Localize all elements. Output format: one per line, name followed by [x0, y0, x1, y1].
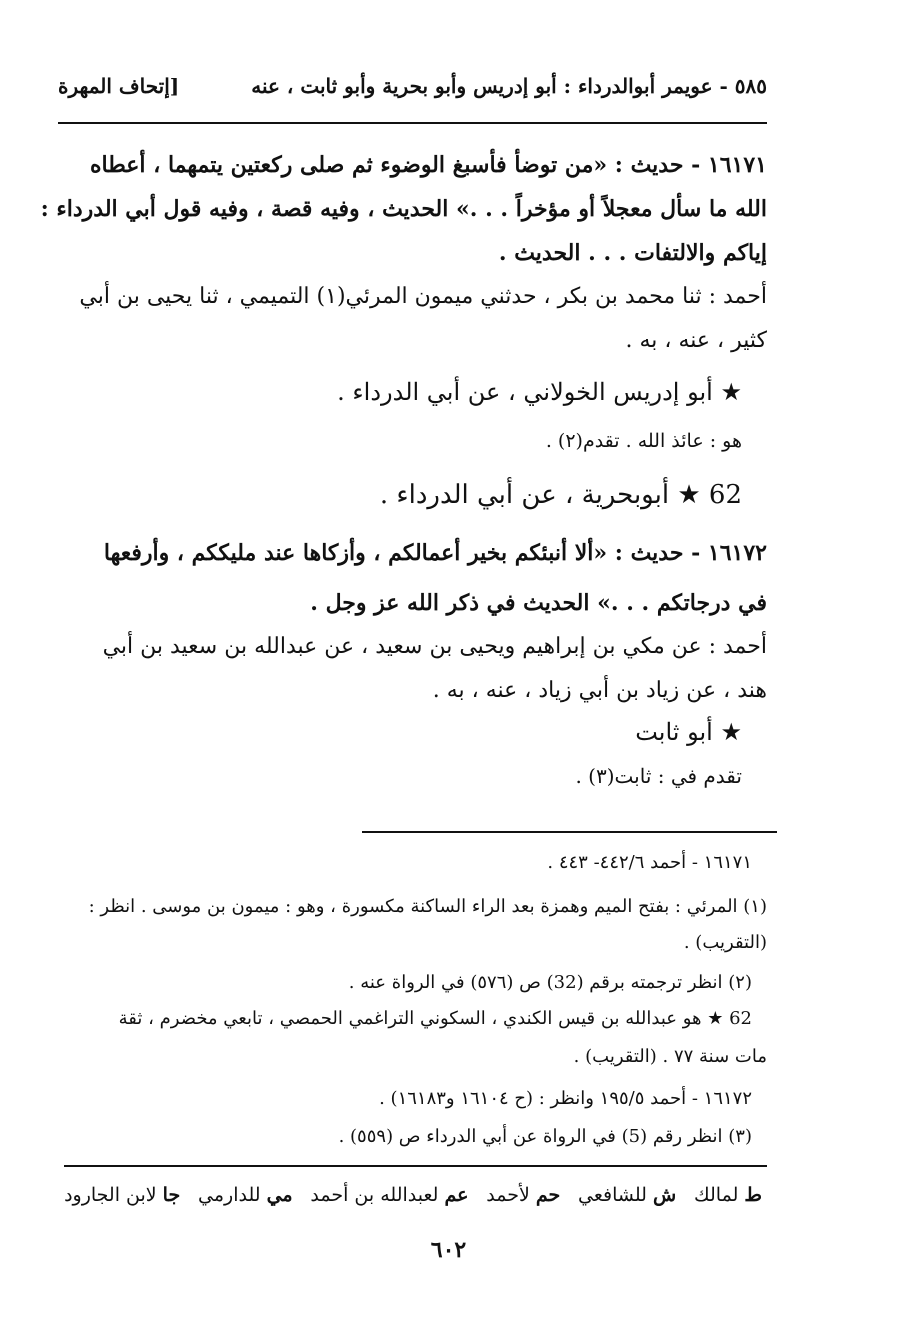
- footnote-bahriya-line1: 62 ★ هو عبدالله بن قيس الكندي ، السكوني التراغمي الحمصي ، تابعي مخضرم ، ثقة: [118, 1008, 752, 1029]
- footnote-rule: [362, 831, 777, 833]
- page-number: ٦٠٢: [430, 1237, 467, 1263]
- section-abu-thabit-note: تقدم في : ثابت(٣) .: [575, 764, 742, 788]
- isnad-16172-line1: أحمد : عن مكي بن إبراهيم ويحيى بن سعيد ، عن عبدالله بن سعيد بن أبي: [102, 634, 767, 659]
- abbreviations-legend: [64, 1184, 762, 1206]
- header-rule: [58, 122, 767, 124]
- footnote-1-line1: (١) المرئي : بفتح الميم وهمزة بعد الراء الساكنة مكسورة ، وهو : ميمون بن موسى . انظر :: [88, 896, 767, 917]
- footnote-1-line2: (التقريب) .: [683, 932, 767, 953]
- isnad-16171-line2: كثير ، عنه ، به .: [625, 328, 767, 353]
- hadith-16171-line2: الله ما سأل معجلاً أو مؤخراً . . .» الحديث ، وفيه قصة ، وفيه قول أبي الدرداء :: [40, 196, 767, 222]
- isnad-16171-line1: أحمد : ثنا محمد بن بكر ، حدثني ميمون المرئي(١) التميمي ، ثنا يحيى بن أبي: [79, 284, 767, 309]
- footnote-3: (٣) انظر رقم (5) في الرواة عن أبي الدرداء ص (٥٥٩) .: [338, 1126, 752, 1147]
- section-abu-thabit: ★ أبو ثابت: [635, 718, 742, 746]
- abbr-item: جا لابن الجارود: [64, 1184, 181, 1206]
- footnote-bahriya-line2: مات سنة ٧٧ . (التقريب) .: [573, 1046, 767, 1067]
- isnad-16172-line2: هند ، عن زياد بن أبي زياد ، عنه ، به .: [432, 678, 767, 703]
- abbr-item: ش للشافعي: [578, 1184, 677, 1206]
- abbr-item: ط لمالك: [694, 1184, 762, 1206]
- hadith-16171-line1: ١٦١٧١ - حديث : «من توضأ فأسبغ الوضوء ثم صلى ركعتين يتمهما ، أعطاه: [90, 152, 767, 178]
- footnote-16172-ref: ١٦١٧٢ - أحمد ١٩٥/٥ وانظر : (ح ١٦١٠٤ و١٦١٨٣) .: [379, 1088, 752, 1109]
- footnote-2: (٢) انظر ترجمته برقم (32) ص (٥٧٦) في الرواة عنه .: [348, 972, 752, 993]
- hadith-16171-line3: إياكم والالتفات . . . الحديث .: [498, 240, 767, 266]
- abbr-item: عم لعبدالله بن أحمد: [310, 1184, 469, 1206]
- hadith-16172-line1: ١٦١٧٢ - حديث : «ألا أنبئكم بخير أعمالكم ، وأزكاها عند مليككم ، وأرفعها: [103, 540, 767, 566]
- running-header-book: [إتحاف المهرة: [58, 74, 180, 98]
- abbreviations-rule: [64, 1165, 767, 1167]
- footnote-16171-ref: ١٦١٧١ - أحمد ٤٤٢/٦- ٤٤٣ .: [547, 852, 752, 873]
- hadith-16172-line2: في درجاتكم . . .» الحديث في ذكر الله عز وجل .: [310, 590, 767, 616]
- abbr-item: حم لأحمد: [486, 1184, 561, 1206]
- running-header-title: ٥٨٥ - عويمر أبوالدرداء : أبو إدريس وأبو بحرية وأبو ثابت ، عنه: [251, 74, 767, 98]
- section-abu-idris: ★ أبو إدريس الخولاني ، عن أبي الدرداء .: [337, 378, 742, 406]
- abbr-item: مي للدارمي: [198, 1184, 293, 1206]
- section-abu-bahriya: 62 ★ أبوبحرية ، عن أبي الدرداء .: [379, 480, 742, 510]
- section-abu-idris-note: هو : عائذ الله . تقدم(٢) .: [545, 430, 742, 452]
